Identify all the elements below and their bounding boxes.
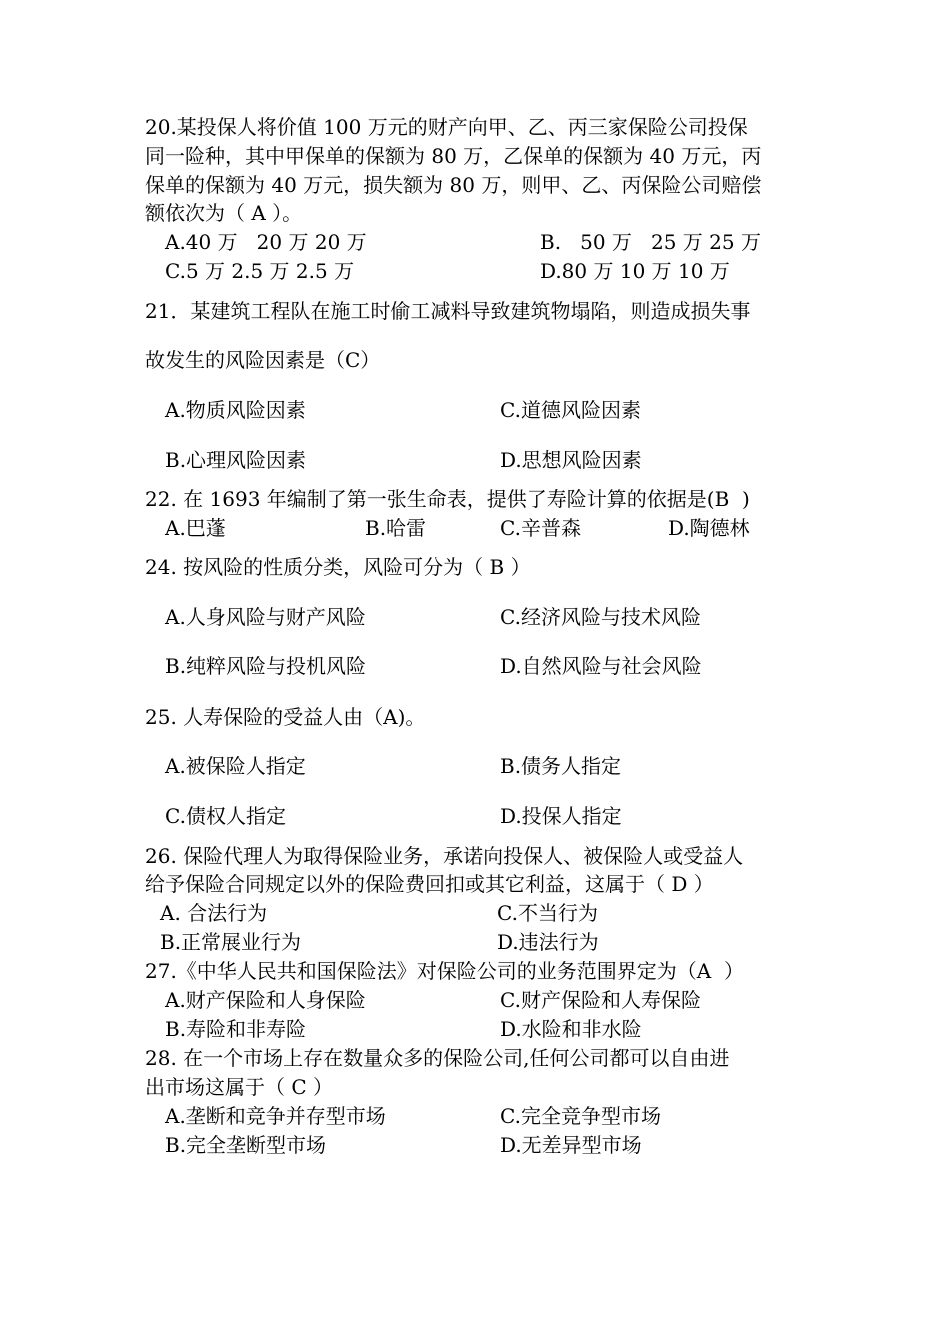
q28-option-c: C.完全竞争型市场 [500, 1104, 661, 1128]
q26-stem-line-2: 给予保险合同规定以外的保险费回扣或其它利益，这属于（ D ） [145, 872, 714, 896]
q22-option-c: C.辛普森 [500, 516, 581, 540]
q20-option-d: D.80 万 10 万 10 万 [540, 259, 730, 283]
q20-stem-line-1: 20.某投保人将价值 100 万元的财产向甲、乙、丙三家保险公司投保 [145, 115, 748, 139]
q24-stem: 24. 按风险的性质分类，风险可分为（ B ） [145, 555, 531, 579]
q21-option-d: D.思想风险因素 [500, 448, 642, 472]
q24-option-c: C.经济风险与技术风险 [500, 605, 701, 629]
q27-stem: 27.《中华人民共和国保险法》对保险公司的业务范围界定为（A ） [145, 959, 744, 983]
q25-option-a: A.被保险人指定 [165, 754, 306, 778]
q25-option-d: D.投保人指定 [500, 804, 622, 828]
q26-option-d: D.违法行为 [497, 930, 599, 954]
q27-option-d: D.水险和非水险 [500, 1017, 642, 1041]
q21-stem-line-2: 故发生的风险因素是（C） [145, 348, 381, 372]
q28-option-a: A.垄断和竞争并存型市场 [165, 1104, 386, 1128]
q26-option-b: B.正常展业行为 [160, 930, 302, 954]
q20-stem-line-3: 保单的保额为 40 万元，损失额为 80 万，则甲、乙、丙保险公司赔偿 [145, 173, 762, 197]
q21-stem-line-1: 21．某建筑工程队在施工时偷工减料导致建筑物塌陷，则造成损失事 [145, 299, 751, 323]
q28-option-d: D.无差异型市场 [500, 1133, 642, 1157]
q20-option-a: A.40 万 20 万 20 万 [165, 230, 367, 254]
q25-option-c: C.债权人指定 [165, 804, 286, 828]
q25-stem: 25. 人寿保险的受益人由（A)。 [145, 705, 426, 729]
q20-stem-line-2: 同一险种，其中甲保单的保额为 80 万，乙保单的保额为 40 万元，丙 [145, 144, 762, 168]
q27-option-b: B.寿险和非寿险 [165, 1017, 307, 1041]
q24-option-a: A.人身风险与财产风险 [165, 605, 366, 629]
q21-option-c: C.道德风险因素 [500, 398, 641, 422]
q27-option-a: A.财产保险和人身保险 [165, 988, 366, 1012]
q28-stem-line-1: 28. 在一个市场上存在数量众多的保险公司,任何公司都可以自由进 [145, 1046, 730, 1070]
q21-option-a: A.物质风险因素 [165, 398, 306, 422]
q22-option-d: D.陶德林 [668, 516, 750, 540]
q20-option-b: B. 50 万 25 万 25 万 [540, 230, 761, 254]
q26-stem-line-1: 26. 保险代理人为取得保险业务，承诺向投保人、被保险人或受益人 [145, 844, 744, 868]
q24-option-d: D.自然风险与社会风险 [500, 654, 702, 678]
q26-option-a: A. 合法行为 [160, 901, 268, 925]
q28-option-b: B.完全垄断型市场 [165, 1133, 327, 1157]
q25-option-b: B.债务人指定 [500, 754, 622, 778]
q28-stem-line-2: 出市场这属于（ C ） [145, 1075, 334, 1099]
q21-option-b: B.心理风险因素 [165, 448, 307, 472]
q26-option-c: C.不当行为 [497, 901, 598, 925]
q27-option-c: C.财产保险和人寿保险 [500, 988, 701, 1012]
q20-stem-line-4: 额依次为（ A ）。 [145, 201, 303, 225]
q24-option-b: B.纯粹风险与投机风险 [165, 654, 367, 678]
q20-option-c: C.5 万 2.5 万 2.5 万 [165, 259, 355, 283]
q22-option-a: A.巴蓬 [165, 516, 226, 540]
q22-option-b: B.哈雷 [365, 516, 427, 540]
q22-stem: 22. 在 1693 年编制了第一张生命表，提供了寿险计算的依据是(B ) [145, 487, 750, 511]
